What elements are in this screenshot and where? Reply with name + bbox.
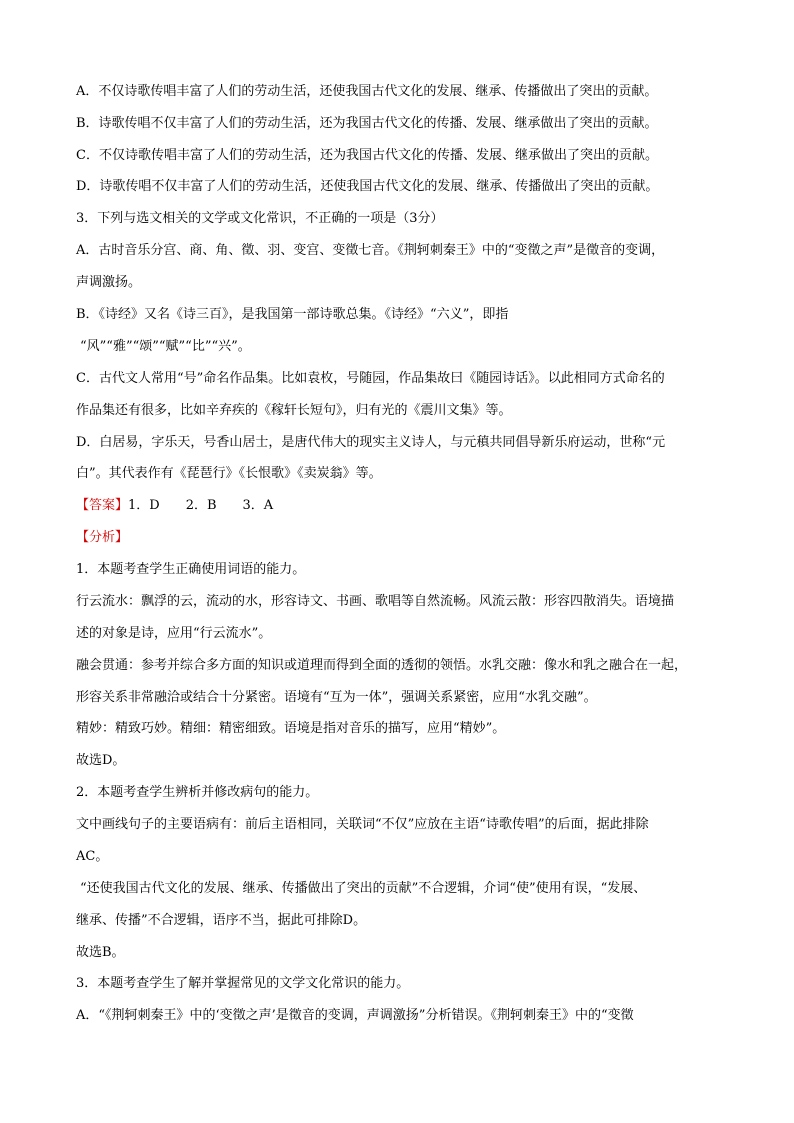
- analysis-1-para2-line2: 形容关系非常融洽或结合十分紧密。语境有“互为一体”，强调关系紧密，应用“水乳交融”。: [76, 690, 597, 705]
- option-d-q3-line1: D．白居易，字乐天，号香山居士，是唐代伟大的现实主义诗人，与元稹共同倡导新乐府运动，世称“元: [76, 435, 666, 450]
- answer-label: 【答案】: [76, 498, 129, 513]
- analysis-label: 【分析】: [76, 530, 129, 545]
- question-3: 3．下列与选文相关的文学或文化常识，不正确的一项是（3分）: [76, 211, 444, 226]
- option-b-q3-line2: “风”“雅”“颂”“赋”“比”“兴”。: [80, 339, 251, 354]
- analysis-2-para2-line1: “还使我国古代文化的发展、继承、传播做出了突出的贡献”不合逻辑，介词“使”使用有误，“发展、: [80, 881, 647, 896]
- analysis-1-conclusion: 故选D。: [76, 753, 126, 768]
- option-c-q3-line1: C．古代文人常用“号”命名作品集。比如袁枚，号随园，作品集故曰《随园诗话》。以此相同方式命名的: [76, 371, 665, 386]
- analysis-1-para1-line1: 行云流水：飘浮的云，流动的水，形容诗文、书画、歌唱等自然流畅。风流云散：形容四散消失。语境描: [76, 594, 675, 609]
- option-d-q2: D．诗歌传唱不仅丰富了人们的劳动生活，还使我国古代文化的发展、继承、传播做出了突出的贡献。: [76, 179, 659, 194]
- analysis-2-para2-line2: 继承、传播”不合逻辑，语序不当，据此可排除D。: [76, 913, 367, 928]
- analysis-1-para3: 精妙：精致巧妙。精细：精密细致。语境是指对音乐的描写，应用“精妙”。: [76, 721, 506, 736]
- option-a-q3-line1: A．古时音乐分宫、商、角、徵、羽、变宫、变徵七音。《荆轲刺秦王》中的“变徵之声”是徵音的变调，: [76, 243, 665, 258]
- answer-text: 1．D 2．B 3．A: [128, 498, 274, 513]
- analysis-1-para1-line2: 述的对象是诗，应用“行云流水”。: [76, 626, 272, 641]
- analysis-2-para1-line2: AC。: [76, 849, 109, 864]
- option-c-q2: C．不仅诗歌传唱丰富了人们的劳动生活，还为我国古代文化的传播、发展、继承做出了突出的贡献。: [76, 148, 658, 163]
- option-a-q2: A．不仅诗歌传唱丰富了人们的劳动生活，还使我国古代文化的发展、继承、传播做出了突出的贡献。: [76, 84, 658, 99]
- analysis-3-option-a: A．“《荆轲刺秦王》中的‘变徵之声’是徵音的变调，声调激扬”分析错误。《荆轲刺秦王》中的“变徵: [76, 1008, 634, 1023]
- analysis-2-heading: 2．本题考查学生辨析并修改病句的能力。: [76, 785, 319, 800]
- analysis-1-heading: 1．本题考查学生正确使用词语的能力。: [76, 562, 306, 577]
- option-d-q3-line2: 白”。其代表作有《琵琶行》《长恨歌》《卖炭翁》等。: [76, 466, 382, 481]
- answer-line: [76, 496, 273, 516]
- option-a-q3-line2: 声调激扬。: [76, 275, 142, 290]
- analysis-2-conclusion: 故选B。: [76, 945, 125, 960]
- analysis-2-para1-line1: 文中画线句子的主要语病有：前后主语相同，关联词“不仅”应放在主语“诗歌传唱”的后面，据此排除: [76, 817, 649, 832]
- analysis-1-para2-line1: 融会贯通：参考并综合多方面的知识或道理而得到全面的透彻的领悟。水乳交融：像水和乳之融合在一起，: [76, 658, 688, 673]
- option-b-q3-line1: B．《诗经》又名《诗三百》，是我国第一部诗歌总集。《诗经》“六义”，即指: [76, 307, 509, 322]
- option-c-q3-line2: 作品集还有很多，比如辛弃疾的《稼轩长短句》，归有光的《震川文集》等。: [76, 403, 512, 418]
- option-b-q2: B．诗歌传唱不仅丰富了人们的劳动生活，还为我国古代文化的传播、发展、继承做出了突出的贡献。: [76, 116, 658, 131]
- analysis-3-heading: 3．本题考查学生了解并掌握常见的文学文化常识的能力。: [76, 976, 410, 991]
